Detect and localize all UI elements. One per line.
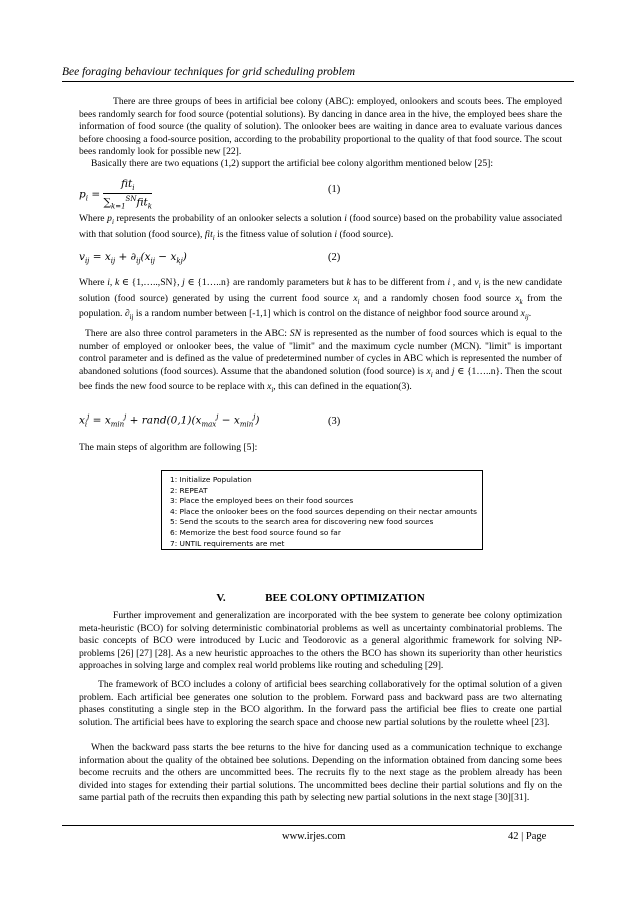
section-heading	[79, 592, 562, 604]
equation-1: $p_i$ = $\frac{fit_i}{\sum_{k=1}^{SN}fit_k}$	[79, 178, 152, 211]
algorithm-step: 6: Memorize the best food source found so far	[170, 527, 341, 537]
equation-3-number: (3)	[328, 416, 341, 427]
paragraph-abc-groups: There are three groups of bees in artificial bee colony (ABC): employed, onlookers and scouts bees. The employed bees randomly search for food source (potential solutions). By dancing in dance area in the hive, the employed bees share the information of food source (the quality of solution). The onlooker bees are waiting in dance area to evaluate various dances before choosing a food-source position, according to the probability proportional to the quality of that food source. The scout bees randomly look for possible new [22].	[79, 96, 562, 158]
equation-3: $x_i^j = x_{min}^j$ + $rand(0,1)(x_{max}^j - x_{min}^j)$	[79, 413, 260, 429]
paragraph-control-parameters: There are also three control parameters in the ABC: SN is represented as the number of food sources which is equal to the number of employed or onlooker bees, the value of "limit" and the maximum cycle number (MCN). "limit" is important control parameter and is defined as the value of predetermined number of cycles in ABC which is represented the number of abandoned solutions (food sources). Assume that the abandoned solution (food source) is $x_i$ and j ∈ {1…..n}. Then the scout bee finds the new food source to be replace with $x_i$, this can defined in the equation(3).	[79, 328, 562, 395]
equation-1-fraction: $\frac{fit_i}{\sum_{k=1}^{SN}fit_k}$	[103, 178, 152, 211]
section-number: V.	[216, 592, 226, 604]
algorithm-step: 3: Place the employed bees on their food sources	[170, 496, 354, 506]
paragraph-bco-framework: The framework of BCO includes a colony of artificial bees searching collaboratively for the optimal solution of a given problem. Each artificial bee generates one solution to the problem. Forward pass and backward pass are two alternating phases constituting a single step in the BCO algorithm. In the forward pass the artificial bee flies to create one partial solution. The artificial bees have to exploring the search space and choose new partial solutions by the roulette wheel [23].	[79, 679, 562, 728]
algorithm-step: 4: Place the onlooker bees on the food sources depending on their nectar amounts	[170, 506, 477, 516]
footer-page-number: 42 | Page	[508, 831, 547, 842]
equation-2: $v_{ij} = x_{ij} + \partial_{ij}(x_{ij} - x_{kj})$	[79, 251, 187, 266]
paragraph-bco-intro: Further improvement and generalization are incorporated with the bee system to generate bee colony optimization meta-heuristic (BCO) for solving deterministic combinatorial problems as well as uncertainty combinatorial problems. The basic concepts of BCO were introduced by Lucic and Teodorovic as a general algorithmic framework for solving NP-problems [26] [27] [28]. As a new heuristic approaches to the others the BCO has shown its superiority than other heuristics approaches in solving large and complex real world problems like routing and scheduling [29].	[79, 610, 562, 672]
equation-2-number: (2)	[328, 252, 341, 263]
paragraph-parameter-definition: Where i, k ∈ {1,…..,SN}, j ∈ {1…..n} are randomly parameters but k has to be different from i , and $v_i$ is the new candidate solution (food source) generated by using the current food source $x_i$ and a randomly chosen food source $x_k$ from the population. $\partial_{ij}$ is a random number between [-1,1] which is control on the distance of neighbor food source around $x_{ij}$.	[79, 277, 563, 321]
footer-rule	[62, 825, 574, 826]
algorithm-step: 1: Initialize Population	[170, 475, 252, 484]
paragraph-main-steps: The main steps of algorithm are following [5]:	[79, 442, 258, 453]
equation-1-number: (1)	[328, 184, 341, 195]
algorithm-box	[161, 470, 483, 550]
footer-url: www.irjes.com	[282, 831, 346, 842]
header-rule	[62, 81, 574, 82]
running-header: Bee foraging behaviour techniques for grid scheduling problem	[62, 66, 356, 78]
section-title-text: BEE COLONY OPTIMIZATION	[265, 592, 425, 604]
algorithm-step: 2: REPEAT	[170, 485, 208, 495]
algorithm-step: 5: Send the scouts to the search area for discovering new food sources	[170, 517, 434, 527]
paragraph-equations-intro: Basically there are two equations (1,2) support the artificial bee colony algorithm mentioned below [25]:	[91, 158, 494, 169]
paragraph-probability-definition: Where $p_i$ represents the probability of an onlooker selects a solution i (food source) based on the probability value associated with that solution (food source), fit$_i$ is the fitness value of solution i (food source).	[79, 213, 562, 242]
paragraph-backward-pass: When the backward pass starts the bee returns to the hive for dancing used as a communication technique to exchange information about the quality of the obtained bee solutions. Depending on the information obtained from dancing some bees become recruits and the others are uncommitted bees. The recruits fly to the next stage as the problem already has been divided into stages for extending their partial solutions. The uncommitted bees decline their partial solutions and fly on the same partial path of the recruits then expanding this path by selecting new partial solutions in the next stage [30][31].	[79, 742, 562, 804]
algorithm-step: 7: UNTIL requirements are met	[170, 538, 285, 548]
